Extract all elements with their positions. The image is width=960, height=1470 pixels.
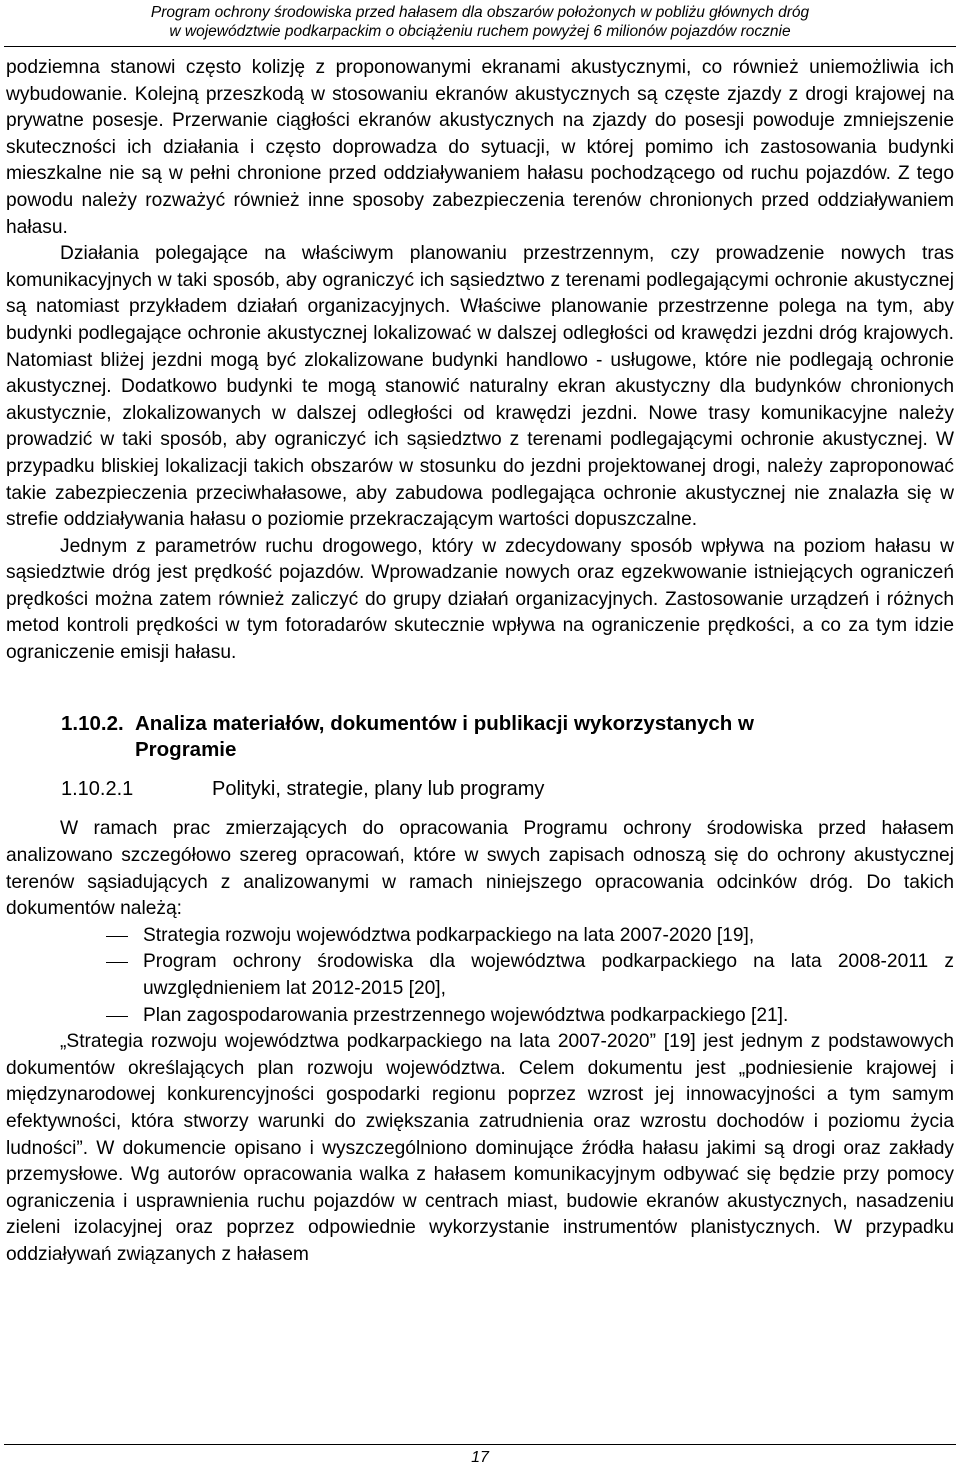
dash-bullet-icon: [106, 936, 128, 937]
list-item: Plan zagospodarowania przestrzennego województwa podkarpackiego [21].: [6, 1003, 954, 1030]
header-line-1: Program ochrony środowiska przed hałasem dla obszarów położonych w pobliżu głównych dróg: [150, 4, 810, 21]
section-number: 1.10.2.: [61, 711, 124, 735]
footer-divider: [4, 1444, 956, 1445]
paragraph-3: Jednym z parametrów ruchu drogowego, który w zdecydowany sposób wpływa na poziom hałasu w sąsiedztwie dróg jest prędkość pojazdów. Wprowadzanie nowych oraz egzekwowanie istniejących ograniczeń prędkości można zatem również zaliczyć do grupy działań organizacyjnych. Zastosowanie urządzeń i różnych metod kontroli prędkości w tym fotoradarów skutecznie wpływa na ograniczenie prędkości, a co za tym idzie ograniczenie emisji hałasu.: [6, 535, 954, 664]
dash-bullet-icon: [106, 1016, 128, 1017]
subsection-heading: [6, 776, 954, 803]
dash-bullet-icon: [106, 962, 128, 963]
section-spacer: [6, 667, 954, 705]
intro-paragraph: W ramach prac zmierzających do opracowania Programu ochrony środowiska przed hałasem analizowano szczegółowo szereg opracowań, które w swych zapisach odnoszą się do ochrony akustycznej terenów sąsiadujących z analizowanymi w ramach niniejszego opracowania odcinków dróg. Do takich dokumentów należą:: [6, 818, 954, 920]
page-content: [6, 55, 954, 1269]
list-item: Strategia rozwoju województwa podkarpackiego na lata 2007-2020 [19],: [6, 923, 954, 950]
subsection-title: Polityki, strategie, plany lub programy: [212, 777, 545, 800]
list-item: Program ochrony środowiska dla województwa podkarpackiego na lata 2008-2011 z uwzględnieniem lat 2012-2015 [20],: [6, 949, 954, 1002]
page-header: [0, 0, 960, 41]
header-divider: [4, 46, 956, 47]
section-heading: [6, 711, 954, 764]
final-paragraph: „Strategia rozwoju województwa podkarpackiego na lata 2007-2020” [19] jest jednym z podstawowych dokumentów określających plan rozwoju województwa. Celem dokumentu jest „podniesienie krajowej i międzynarodowej konkurencyjności gospodarki regionu poprzez wzrost jej innowacyjności a tym samym efektywności, która stworzy warunki do zwiększania zatrudnienia oraz wzrostu dochodów i poziomu życia ludności”. W dokumencie opisano i wyszczególniono dominujące źródła hałasu jakimi są drogi oraz zakłady przemysłowe. Wg autorów opracowania walka z hałasem komunikacyjnym odbywać się będzie przy pomocy ograniczenia i usprawnienia ruchu pojazdów w centrach miast, budowie ekranów akustycznych, nasadzeniu zieleni izolacyjnej oraz poprzez odpowiednie wykorzystanie instrumentów planistycznych. W przypadku oddziaływań związanych z hałasem: [6, 1031, 954, 1265]
page-number: 17: [471, 1449, 489, 1466]
subsection-number: 1.10.2.1: [61, 777, 134, 800]
paragraph-1: podziemna stanowi często kolizję z proponowanymi ekranami akustycznymi, co również uniemożliwia ich wybudowanie. Kolejną przeszkodą w stosowaniu ekranów akustycznych są częste zjazdy z drogi krajowej na prywatne posesje. Przerwanie ciągłości ekranów akustycznych na zjazdy do posesji powoduje zmniejszenie skuteczności ich działania i często doprowadza do sytuacji, w której pomimo ich zastosowania budynki mieszkalne nie są w pełni chronione przed oddziaływaniem hałasu pochodzącego od ruchu pojazdów. Z tego powodu należy rozważyć również inne sposoby zabezpieczenia terenów chronionych przed oddziaływaniem hałasu.: [6, 57, 954, 238]
paragraph-2: Działania polegające na właściwym planowaniu przestrzennym, czy prowadzenie nowych tras komunikacyjnych w taki sposób, aby ograniczyć ich sąsiedztwo z terenami podlegającymi ochronie akustycznej są natomiast przykładem działań organizacyjnych. Właściwe planowanie przestrzenne polega na tym, aby budynki podlegające ochronie akustycznej lokalizować w dalszej odległości od krawędzi jezdni dróg krajowych. Natomiast bliżej jezdni mogą być zlokalizowane budynki handlowo - usługowe, które nie podlegają ochronie akustycznej. Dodatkowo budynki te mogą stanowić naturalny ekran akustyczny dla budynków chronionych akustycznie, zlokalizowanych w dalszej odległości od krawędzi jezdni. Nowe trasy komunikacyjne należy prowadzić w taki sposób, aby ograniczyć ich sąsiedztwo z terenami podlegającymi ochronie akustycznej. W przypadku bliskiej lokalizacji takich obszarów w stosunku do jezdni projektowanej drogi, należy zaproponować takie zabezpieczenia przeciwhałasowe, aby zabudowa podlegająca ochronie akustycznej nie znalazła się w strefie oddziaływania hałasu o poziomie przekraczającym wartości dopuszczalne.: [6, 243, 954, 531]
section-title: Analiza materiałów, dokumentów i publikacji wykorzystanych w Programie: [135, 711, 754, 762]
documents-list: [6, 923, 954, 1029]
header-line-2: w województwie podkarpackim o obciążeniu ruchem powyżej 6 milionów pojazdów rocznie: [169, 23, 791, 40]
